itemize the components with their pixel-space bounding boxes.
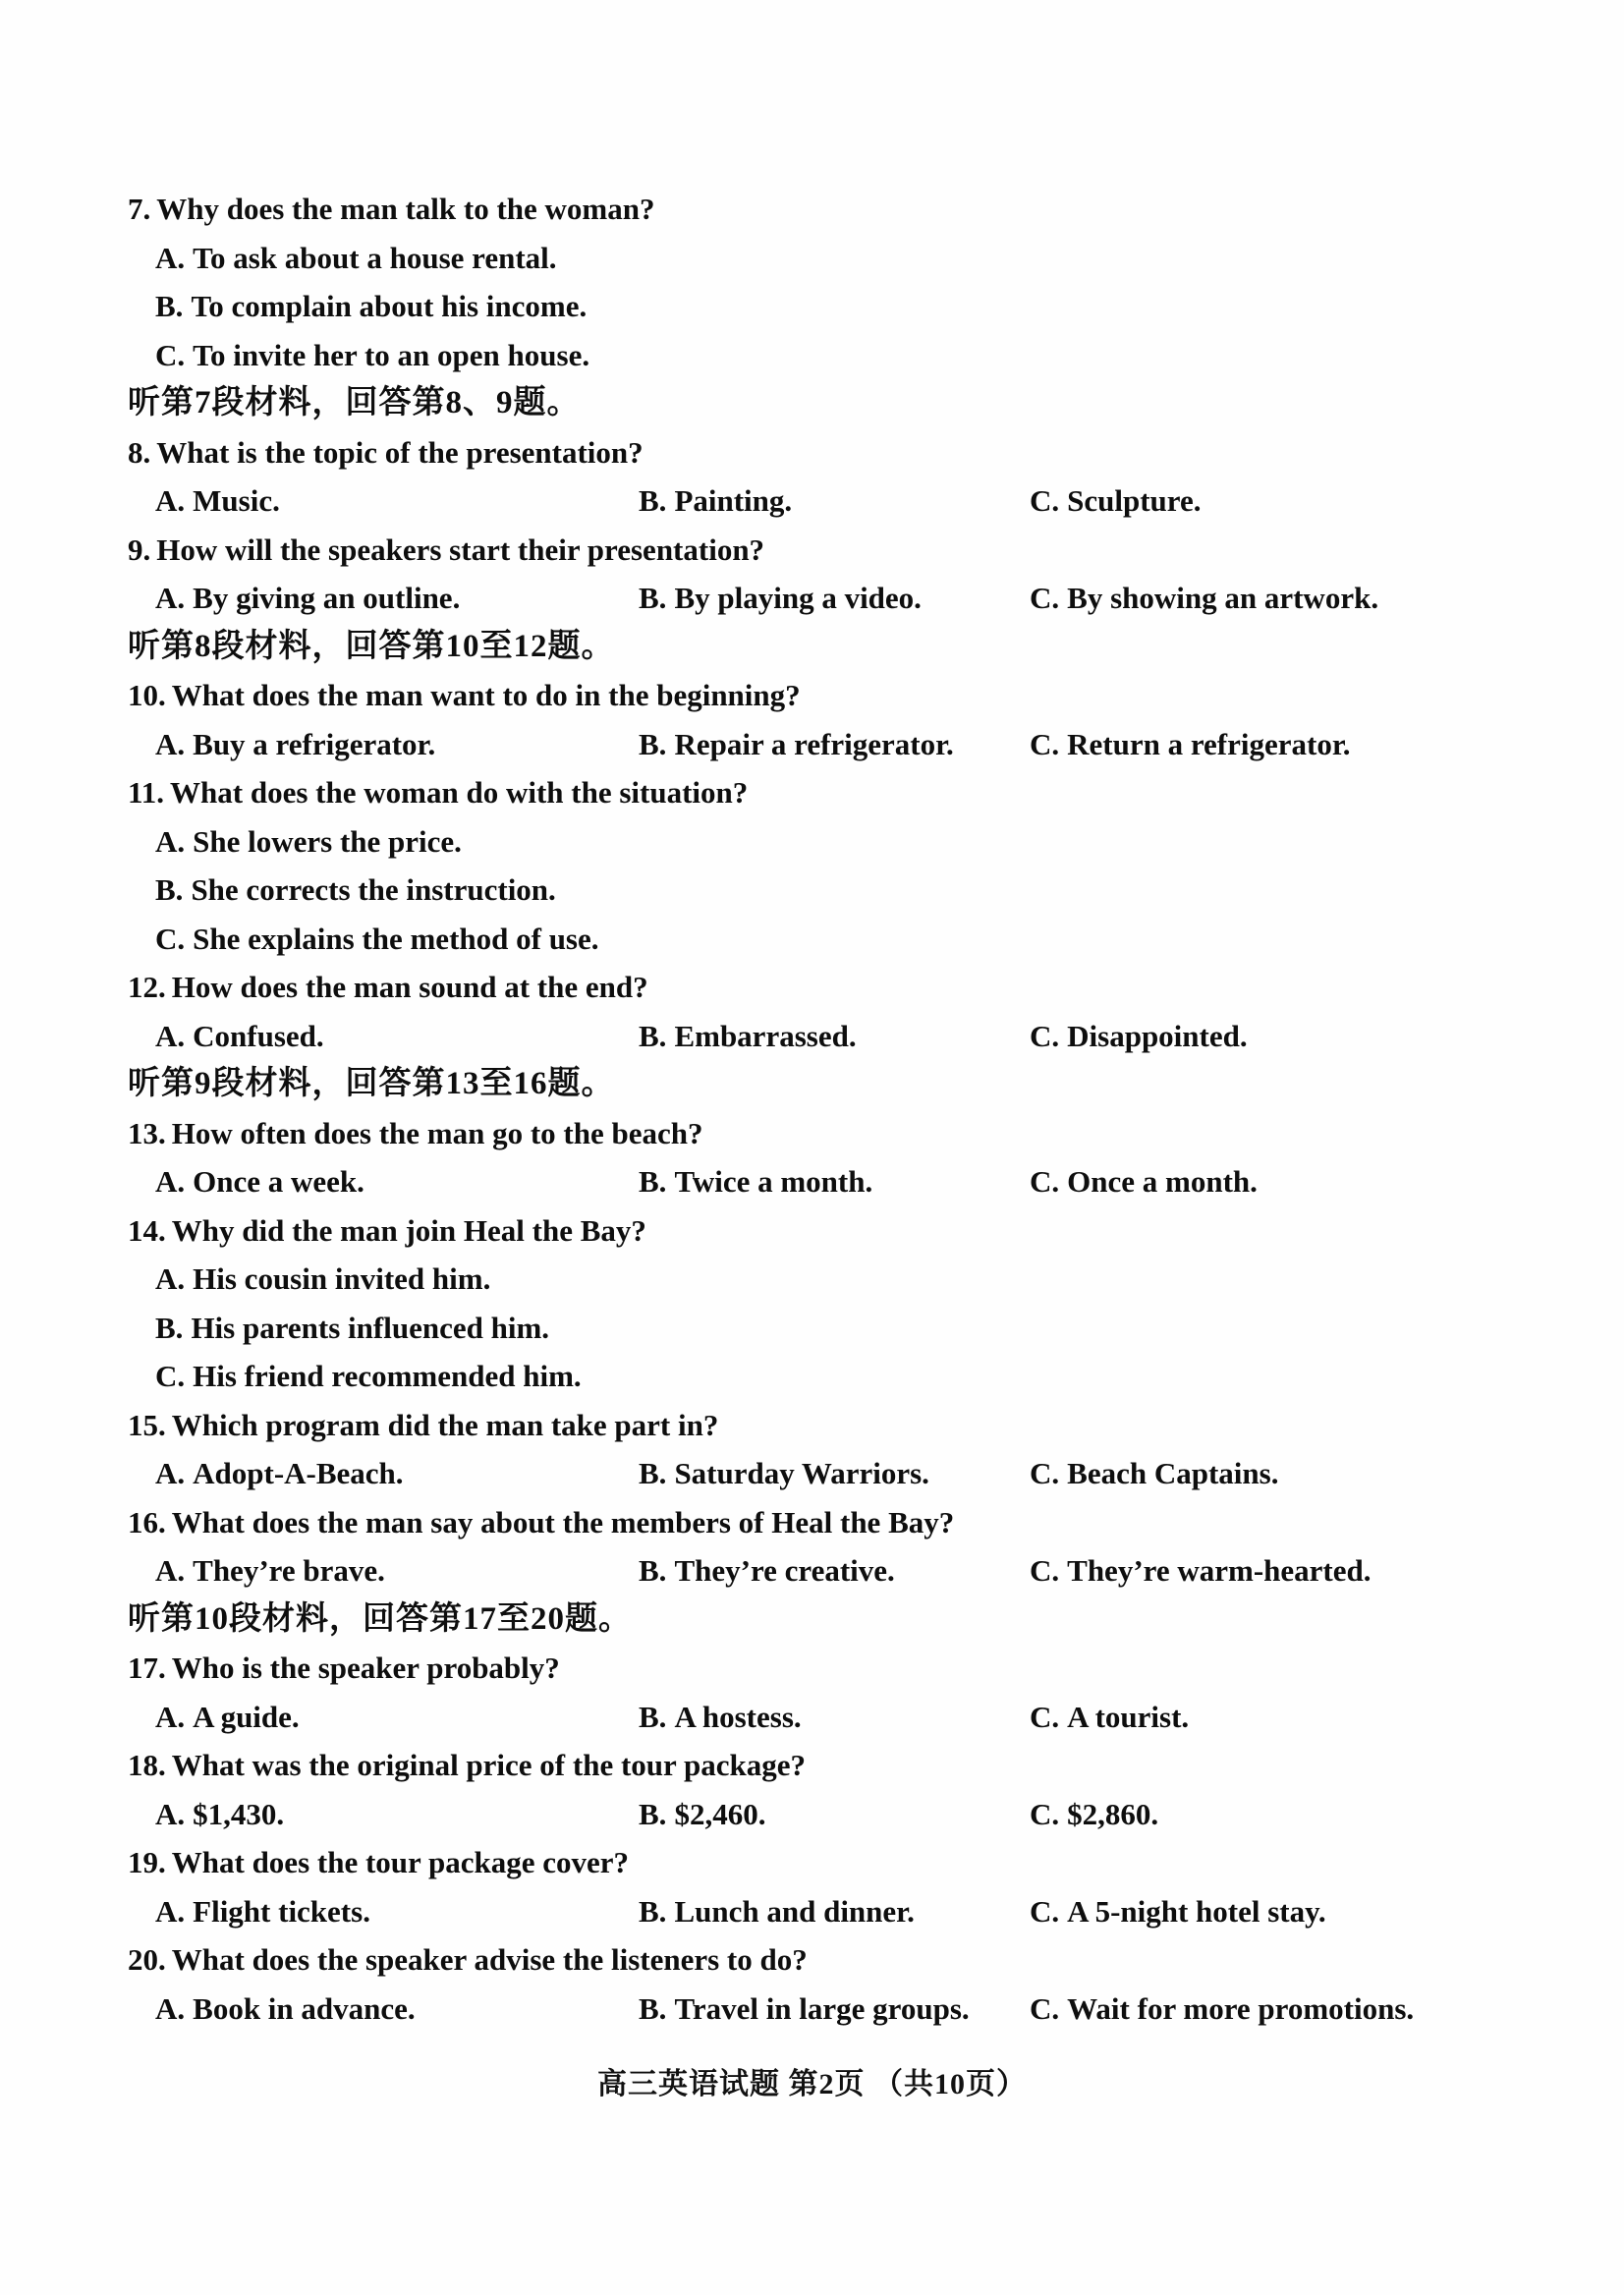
question-12 — [128, 963, 1595, 1012]
option-label: C. — [1030, 1893, 1060, 1929]
option-text: Music. — [193, 483, 280, 518]
option-c — [1030, 1012, 1248, 1061]
option-row — [128, 1790, 1595, 1839]
option-c — [128, 331, 1595, 380]
option-text: Once a week. — [193, 1164, 364, 1199]
option-text: Once a month. — [1067, 1164, 1258, 1199]
option-a — [128, 234, 1595, 283]
option-c — [128, 915, 1595, 964]
question-text: What does the woman do with the situation? — [170, 775, 749, 810]
question-number: 19. — [128, 1845, 166, 1879]
option-b — [128, 282, 1595, 331]
question-number: 14. — [128, 1212, 166, 1248]
option-label: C. — [1030, 1018, 1060, 1053]
option-row — [128, 1693, 1595, 1742]
option-a — [155, 1790, 284, 1839]
option-label: A. — [155, 1018, 186, 1053]
option-label: B. — [639, 726, 667, 761]
question-15 — [128, 1401, 1595, 1450]
question-text: Which program did the man take part in? — [171, 1407, 719, 1442]
option-label: B. — [639, 1018, 667, 1053]
option-label: B. — [639, 1796, 667, 1831]
question-text: How often does the man go to the beach? — [171, 1115, 703, 1150]
option-label: C. — [1030, 1796, 1060, 1831]
footer-text: 高三英语试题 第2页 （共10页） — [597, 2068, 1027, 2100]
option-text: By giving an outline. — [193, 581, 461, 615]
question-18 — [128, 1741, 1595, 1790]
option-text: Lunch and dinner. — [674, 1893, 915, 1929]
option-label: C. — [1030, 581, 1060, 615]
option-c — [1030, 574, 1378, 623]
option-a — [155, 720, 435, 769]
question-13 — [128, 1109, 1595, 1158]
option-row — [128, 1887, 1595, 1936]
option-a — [155, 1012, 324, 1061]
option-text: She explains the method of use. — [193, 921, 599, 956]
question-text: Who is the speaker probably? — [171, 1651, 560, 1685]
option-a — [155, 1449, 404, 1498]
question-text: How does the man sound at the end? — [171, 970, 648, 1004]
option-c — [1030, 1985, 1414, 2034]
option-c — [1030, 1546, 1371, 1595]
option-text: A tourist. — [1067, 1699, 1190, 1734]
question-number: 15. — [128, 1407, 166, 1442]
option-text: A 5-night hotel stay. — [1067, 1893, 1326, 1929]
option-b — [639, 1985, 970, 2034]
question-9 — [128, 526, 1595, 575]
question-number: 9. — [128, 532, 151, 567]
question-text: What does the man want to do in the beginning? — [171, 678, 801, 712]
option-text: They’re warm-hearted. — [1067, 1553, 1372, 1588]
question-number: 18. — [128, 1748, 166, 1782]
option-a — [155, 1693, 300, 1742]
question-text: Why does the man talk to the woman? — [156, 192, 655, 226]
option-text: By playing a video. — [674, 581, 922, 615]
option-label: C. — [155, 1359, 186, 1393]
option-label: B. — [155, 872, 184, 907]
option-text: She lowers the price. — [193, 823, 462, 859]
option-a — [155, 574, 460, 623]
option-row — [128, 1012, 1595, 1061]
option-text: They’re brave. — [193, 1553, 385, 1588]
option-label: B. — [639, 1990, 667, 2026]
option-text: Return a refrigerator. — [1067, 726, 1351, 761]
option-text: $1,430. — [193, 1796, 285, 1831]
question-number: 10. — [128, 678, 166, 712]
question-17 — [128, 1644, 1595, 1693]
option-text: Adopt-A-Beach. — [193, 1456, 404, 1490]
question-text: What does the man say about the members of Heal the Bay? — [171, 1504, 955, 1539]
option-label: C. — [155, 337, 186, 372]
option-c — [1030, 1157, 1258, 1206]
option-label: B. — [155, 1310, 184, 1345]
option-label: A. — [155, 726, 186, 761]
question-20 — [128, 1935, 1595, 1985]
question-number: 20. — [128, 1942, 166, 1977]
option-label: C. — [155, 921, 186, 956]
option-label: C. — [1030, 1990, 1060, 2026]
question-text: What does the tour package cover? — [171, 1845, 629, 1879]
option-text: Repair a refrigerator. — [674, 726, 954, 761]
option-b — [639, 1693, 802, 1742]
section-instruction: 听第7段材料，回答第8、9题。 — [128, 385, 581, 420]
section-instruction: 听第9段材料，回答第13至16题。 — [128, 1066, 615, 1101]
option-label: C. — [1030, 483, 1060, 518]
option-row — [128, 1546, 1595, 1595]
option-row — [128, 1985, 1595, 2034]
option-b — [639, 1887, 915, 1936]
question-19 — [128, 1838, 1595, 1887]
option-text: Book in advance. — [193, 1990, 416, 2026]
option-c — [1030, 720, 1351, 769]
option-label: A. — [155, 1261, 186, 1296]
option-label: C. — [1030, 1164, 1060, 1199]
option-c — [1030, 1790, 1158, 1839]
option-a — [128, 1255, 1595, 1304]
option-label: A. — [155, 581, 186, 615]
option-text: Saturday Warriors. — [674, 1456, 929, 1490]
option-b — [128, 1304, 1595, 1353]
option-c — [1030, 1449, 1278, 1498]
option-label: A. — [155, 1796, 186, 1831]
question-number: 13. — [128, 1115, 166, 1150]
option-text: His parents influenced him. — [191, 1310, 550, 1345]
option-text: $2,860. — [1067, 1796, 1159, 1831]
option-label: A. — [155, 1699, 186, 1734]
question-number: 16. — [128, 1504, 166, 1539]
option-label: A. — [155, 823, 186, 859]
question-16 — [128, 1498, 1595, 1547]
option-text: To invite her to an open house. — [193, 337, 590, 372]
question-10 — [128, 671, 1595, 720]
option-label: C. — [1030, 1699, 1060, 1734]
option-text: Beach Captains. — [1067, 1456, 1279, 1490]
option-b — [639, 1157, 872, 1206]
option-text: To complain about his income. — [191, 289, 588, 323]
section-instruction: 听第10段材料，回答第17至20题。 — [128, 1600, 632, 1637]
option-b — [128, 866, 1595, 915]
option-text: To ask about a house rental. — [193, 240, 557, 275]
option-text: Confused. — [193, 1018, 324, 1053]
question-7 — [128, 185, 1595, 234]
option-text: They’re creative. — [674, 1553, 895, 1588]
option-label: B. — [639, 483, 667, 518]
option-label: B. — [639, 1553, 667, 1588]
question-text: What does the speaker advise the listeners to do? — [171, 1942, 808, 1977]
option-text: His cousin invited him. — [193, 1261, 491, 1296]
option-text: Buy a refrigerator. — [193, 726, 436, 761]
option-text: Painting. — [674, 483, 793, 518]
question-number: 8. — [128, 434, 151, 470]
option-row — [128, 1449, 1595, 1498]
question-text: What is the topic of the presentation? — [156, 434, 644, 470]
option-text: She corrects the instruction. — [191, 872, 556, 907]
option-b — [639, 1012, 857, 1061]
option-text: By showing an artwork. — [1067, 581, 1379, 615]
option-a — [155, 1546, 385, 1595]
question-14 — [128, 1206, 1595, 1256]
option-text: His friend recommended him. — [193, 1359, 582, 1393]
listening-question-list — [128, 185, 1595, 2033]
option-b — [639, 1546, 895, 1595]
page-footer — [0, 2059, 1624, 2102]
option-text: $2,460. — [674, 1796, 766, 1831]
option-text: A guide. — [193, 1699, 300, 1734]
option-label: A. — [155, 1164, 186, 1199]
option-label: B. — [639, 1893, 667, 1929]
question-11 — [128, 768, 1595, 817]
option-text: Travel in large groups. — [674, 1990, 970, 2026]
option-label: C. — [1030, 726, 1060, 761]
option-b — [639, 720, 954, 769]
option-c — [1030, 1887, 1326, 1936]
option-label: A. — [155, 1456, 186, 1490]
option-label: A. — [155, 1893, 186, 1929]
option-label: B. — [639, 1699, 667, 1734]
option-row — [128, 720, 1595, 769]
option-b — [639, 476, 792, 526]
option-row — [128, 574, 1595, 623]
option-text: Wait for more promotions. — [1067, 1990, 1415, 2026]
question-number: 11. — [128, 775, 165, 810]
option-label: C. — [1030, 1553, 1060, 1588]
option-a — [128, 817, 1595, 867]
question-number: 17. — [128, 1651, 166, 1685]
option-label: B. — [639, 1456, 667, 1490]
option-row — [128, 1157, 1595, 1206]
option-text: Sculpture. — [1067, 483, 1202, 518]
option-c — [1030, 1693, 1189, 1742]
section-instruction: 听第8段材料，回答第10至12题。 — [128, 628, 615, 664]
option-label: B. — [155, 289, 184, 323]
question-text: How will the speakers start their presentation? — [156, 532, 765, 567]
option-a — [155, 476, 280, 526]
option-b — [639, 1790, 765, 1839]
option-label: A. — [155, 1553, 186, 1588]
question-number: 7. — [128, 192, 151, 226]
question-text: Why did the man join Heal the Bay? — [171, 1212, 646, 1248]
option-text: Flight tickets. — [193, 1893, 370, 1929]
option-text: Embarrassed. — [674, 1018, 857, 1053]
question-number: 12. — [128, 970, 166, 1004]
option-c — [1030, 476, 1202, 526]
option-text: Twice a month. — [674, 1164, 873, 1199]
option-c — [128, 1352, 1595, 1401]
question-8 — [128, 428, 1595, 477]
option-text: A hostess. — [674, 1699, 802, 1734]
option-text: Disappointed. — [1067, 1018, 1248, 1053]
option-a — [155, 1985, 416, 2034]
option-label: C. — [1030, 1456, 1060, 1490]
option-label: A. — [155, 240, 186, 275]
option-label: A. — [155, 483, 186, 518]
option-a — [155, 1887, 370, 1936]
question-text: What was the original price of the tour package? — [171, 1748, 806, 1782]
option-b — [639, 1449, 929, 1498]
option-label: B. — [639, 1164, 667, 1199]
option-label: A. — [155, 1990, 186, 2026]
option-label: B. — [639, 581, 667, 615]
option-row — [128, 476, 1595, 526]
option-b — [639, 574, 922, 623]
option-a — [155, 1157, 364, 1206]
